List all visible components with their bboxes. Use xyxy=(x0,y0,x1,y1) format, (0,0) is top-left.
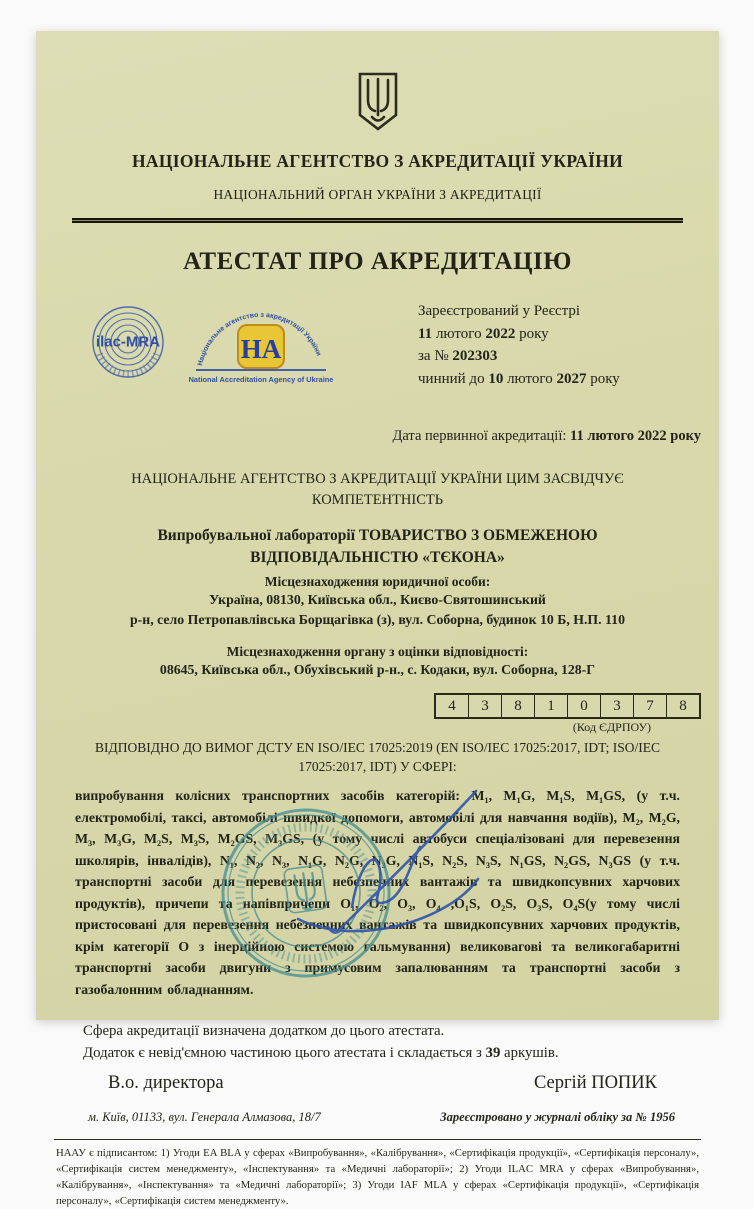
edrpou-digit: 7 xyxy=(633,695,666,717)
annex-note: Додаток є невід'ємною частиною цього атестата і складається з 39 аркушів. xyxy=(83,1045,559,1062)
office-address: м. Київ, 01133, вул. Генерала Алмазова, 18/7 xyxy=(88,1109,321,1124)
naau-arc-text: Національне агентство з акредитації України xyxy=(197,311,323,367)
agency-name: НАЦІОНАЛЬНЕ АГЕНТСТВО З АКРЕДИТАЦІЇ УКРАЇНИ xyxy=(131,151,624,171)
authority-line: НАЦІОНАЛЬНИЙ ОРГАН УКРАЇНИ З АКРЕДИТАЦІЇ xyxy=(213,187,542,202)
first-accreditation-line: Дата первинної акредитації: 11 лютого 2022 року xyxy=(392,428,701,444)
edrpou-caption: (Код ЄДРПОУ) xyxy=(572,720,651,735)
edrpou-digit: 0 xyxy=(567,695,600,717)
registration-block xyxy=(418,300,620,390)
assessment-address-line: 08645, Київська обл., Обухівський р-н., с. Кодаки, вул. Соборна, 128-Г xyxy=(159,661,596,677)
legal-address-line2: р-н, село Петропавлівська Борщагівка (з), вул. Соборна, будинок 10 Б, Н.П. 110 xyxy=(130,612,625,628)
laboratory-name: Випробувальної лабораторії ТОВАРИСТВО З ОБМЕЖЕНОЮ ВІДПОВІДАЛЬНІСТЮ «ТЄКОНА» xyxy=(157,527,598,566)
trident-emblem-icon xyxy=(355,71,401,133)
footer-agreements-text: НААУ є підписантом: 1) Угоди EA BLA у сферах «Випробування», «Калібрування», «Сертифікація продукції», «Сертифікація персоналу», «Сертифікація систем менеджменту», «Інспектування» та «Медичні лабораторії»; 2) Угоди ILAC MRA у сферах «Випробування», «Калібрування», «Інспектування» та «Медичні лабораторії»; 3) Угоди IAF MLA у сферах «Сертифікація продукції», «Сертифікація персоналу», «Сертифікація систем менеджменту». xyxy=(56,1146,699,1207)
registration-number-line: за № 202303 xyxy=(418,348,498,364)
naau-monogram: НА xyxy=(240,334,282,364)
director-name: Сергій ПОПИК xyxy=(533,1072,657,1093)
document-title: АТЕСТАТ ПРО АКРЕДИТАЦІЮ xyxy=(183,248,572,275)
svg-text:ilac-MRA: ilac-MRA xyxy=(95,333,161,351)
edrpou-digit: 8 xyxy=(501,695,534,717)
edrpou-code-table xyxy=(434,693,701,719)
edrpou-digit: 8 xyxy=(666,695,699,717)
footer-divider xyxy=(54,1139,701,1140)
scope-note: Сфера акредитації визначена додатком до цього атестата. xyxy=(83,1023,445,1040)
signature-row xyxy=(108,1073,657,1094)
edrpou-code-block xyxy=(36,693,701,735)
legal-address-line1: Україна, 08130, Київська обл., Києво-Святошинський xyxy=(209,592,546,608)
header-divider xyxy=(72,218,683,223)
edrpou-digit: 4 xyxy=(448,697,456,714)
accreditation-scope: випробування колісних транспортних засобів категорій: M₁, M₁G, M₁S, M₁GS, (у т.ч. електромобілі, таксі, автомобілі швидкої допомоги, автомобілі для навчання водіїв), M₂, M₂G, M₃, M₃G, M₂S, M₃S, M₂GS, M₃GS, (у тому числі автобуси спеціалізовані для перевезення школярів, інвалідів), N₁, N₂, N₃, N₁G, N₂G, N₃G, N₁S, N₂S, N₃S, N₁GS, N₂GS, N₃GS (у т.ч. транспортні засоби для перевезення небезпечних вантажів та швидкопсувних харчових продуктів), причепи та напівпричепи O₁, O₂, O₃, O₄ ,O₁S, O₂S, O₃S, O₄S(у тому числі пристосовані для перевезення небезпечних вантажів та швидкопсувних харчових продуктів, крім категорії O з інерційною системою гальмування) великовагові та великогабаритні транспортні засоби двигуни з примусовим запалюванням та транспортні засоби з газобалонним обладнанням. xyxy=(75,788,680,997)
director-title: В.о. директора xyxy=(108,1072,224,1093)
assessment-address-label: Місцезнаходження органу з оцінки відповідності: xyxy=(226,643,529,659)
certificate-page xyxy=(36,31,719,1207)
competence-statement: НАЦІОНАЛЬНЕ АГЕНТСТВО З АКРЕДИТАЦІЇ УКРАЇНИ ЦИМ ЗАСВІДЧУЄ КОМПЕТЕНТНІСТЬ xyxy=(131,471,624,509)
meta-row xyxy=(88,1110,675,1125)
ilac-mra-logo-icon xyxy=(90,304,166,380)
validity-line: чинний до 10 лютого 2027 року xyxy=(418,370,620,387)
requirements-line: ВІДПОВІДНО ДО ВИМОГ ДСТУ EN ISO/IEC 17025:2019 (EN ISO/IEC 17025:2017, IDT; ISO/IEC 17025:2017, IDT) У СФЕРІ: xyxy=(95,740,660,775)
edrpou-digit: 1 xyxy=(534,695,567,717)
logo-registration-row xyxy=(36,292,719,424)
edrpou-digit: 3 xyxy=(600,695,633,717)
journal-note: Зареєстровано у журналі обліку за № 1956 xyxy=(440,1109,675,1124)
naau-logo-icon xyxy=(178,298,344,392)
edrpou-digit: 3 xyxy=(468,695,501,717)
registered-label: Зареєстрований у Реєстрі xyxy=(418,303,581,319)
naau-caption: National Accreditation Agency of Ukraine xyxy=(188,375,334,384)
legal-address-label: Місцезнаходження юридичної особи: xyxy=(264,574,491,590)
registration-date-line: 11 лютого 2022 року xyxy=(418,325,549,342)
